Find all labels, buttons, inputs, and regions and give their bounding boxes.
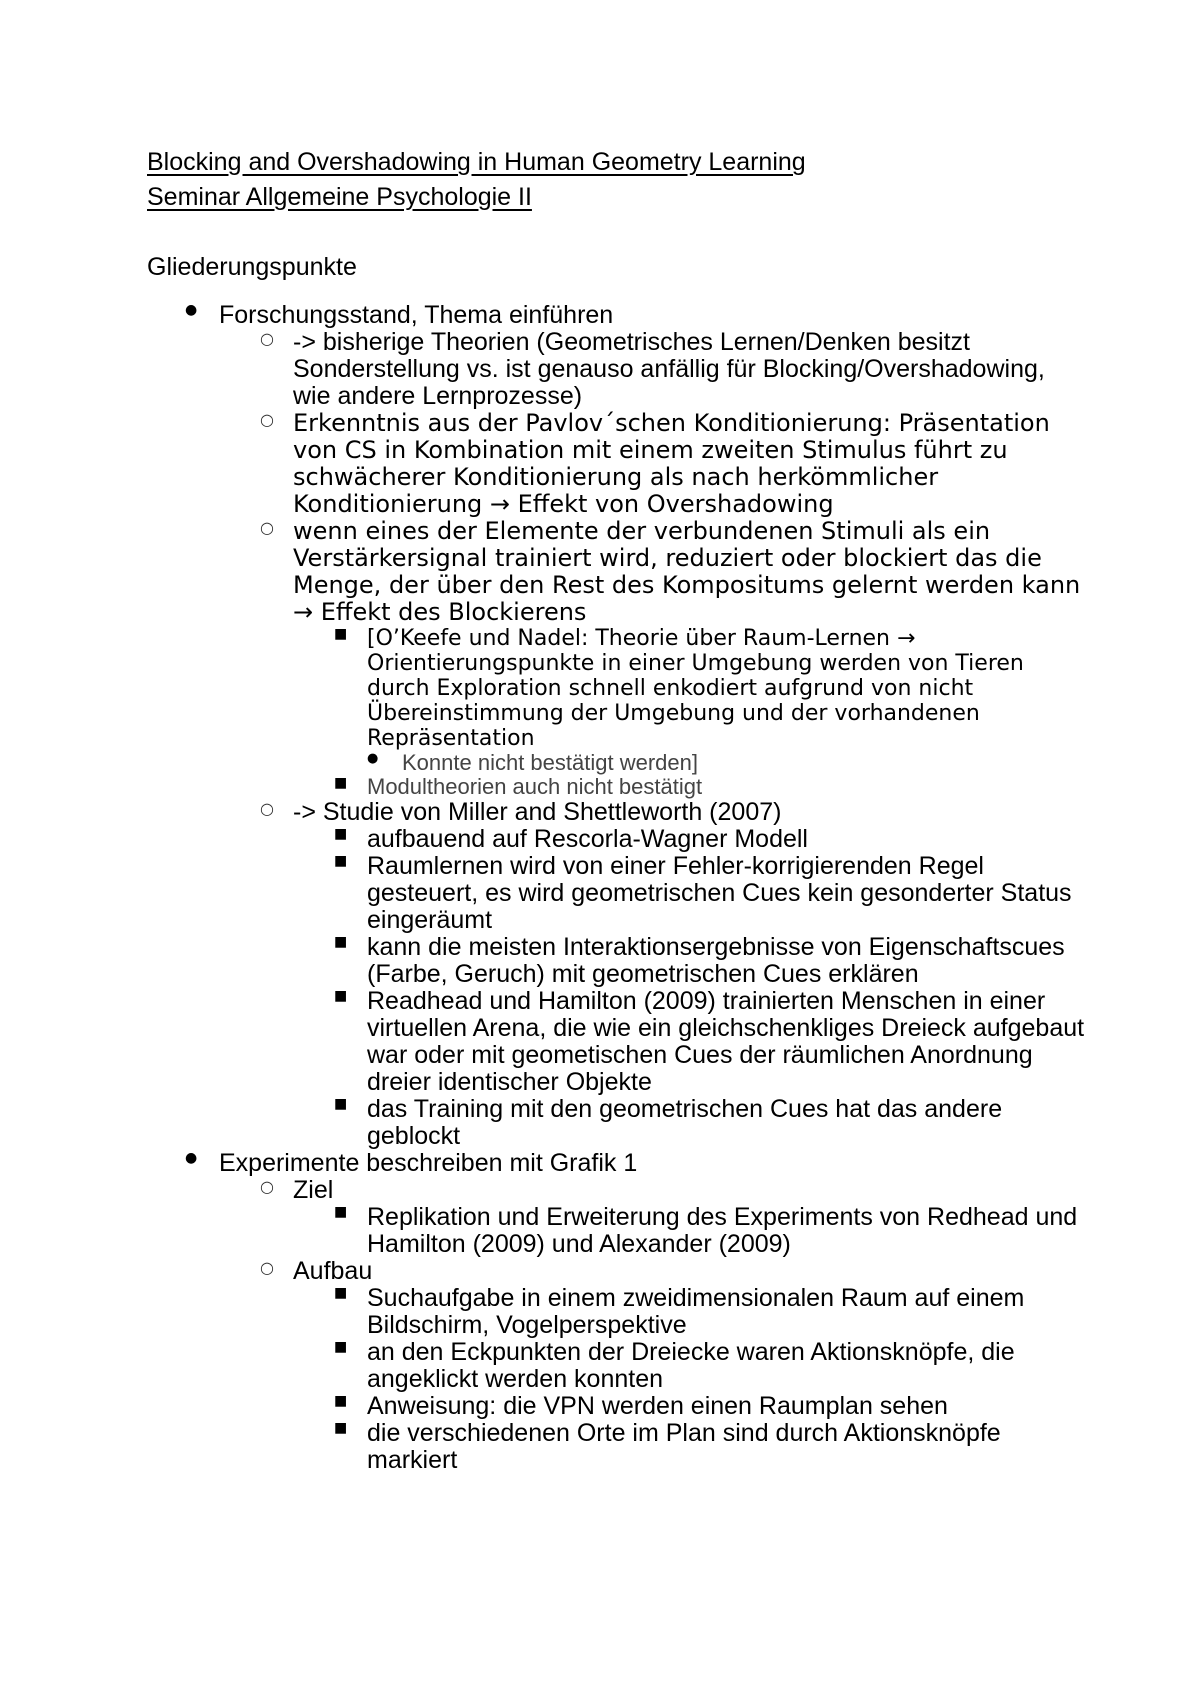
list-item bbox=[293, 826, 1087, 853]
bullet-square-icon: ■ bbox=[334, 1285, 348, 1301]
list-item bbox=[367, 751, 1087, 775]
bullet-circle-icon: ○ bbox=[260, 1177, 274, 1196]
list-item-text: Raumlernen wird von einer Fehler-korrigierenden Regel gesteuert, es wird geometrischen Cues kein gesonderter Status eingeräumt bbox=[367, 852, 1072, 934]
list-item bbox=[293, 626, 1087, 775]
document-subtitle: Seminar Allgemeine Psychologie II bbox=[147, 183, 532, 211]
list-item bbox=[293, 1096, 1087, 1150]
list-item bbox=[293, 853, 1087, 934]
list-item-text: Readhead und Hamilton (2009) trainierten Menschen in einer virtuellen Arena, die wie ein gleichschenkliges Dreieck aufgebaut war oder mit geometischen Cues der räumlichen Anordnung dreier identischer Objekte bbox=[367, 987, 1085, 1096]
bullet-square-icon: ■ bbox=[334, 826, 348, 842]
bullet-square-icon: ■ bbox=[334, 1420, 348, 1436]
bullet-square-icon: ■ bbox=[334, 853, 348, 869]
list-item-text: Suchaufgabe in einem zweidimensionalen Raum auf einem Bildschirm, Vogelperspektive bbox=[367, 1284, 1025, 1339]
bullet-square-icon: ■ bbox=[334, 1204, 348, 1220]
list-item-text: Aufbau bbox=[293, 1257, 373, 1285]
bullet-circle-icon: ○ bbox=[260, 799, 274, 818]
list-item bbox=[219, 518, 1087, 799]
list-item-text: Erkenntnis aus der Pavlov´schen Konditionierung: Präsentation von CS in Kombination mit einem zweiten Stimulus führt zu schwächerer Konditionierung als nach herkömmlicher Konditionierung → Effekt von Overshadowing bbox=[293, 409, 1050, 518]
list-item bbox=[293, 775, 1087, 799]
list-item-text: das Training mit den geometrischen Cues hat das andere geblockt bbox=[367, 1095, 1003, 1150]
list-item-text: wenn eines der Elemente der verbundenen Stimuli als ein Verstärkersignal trainiert wird, reduziert oder blockiert das die Menge, der über den Rest des Kompositums gelernt werden kann → Effekt des Blockierens bbox=[293, 517, 1081, 626]
bullet-square-icon: ■ bbox=[334, 934, 348, 950]
list-item bbox=[293, 1393, 1087, 1420]
bullet-circle-icon: ○ bbox=[260, 1258, 274, 1277]
list-item bbox=[293, 934, 1087, 988]
sublist bbox=[293, 751, 1087, 775]
sublist bbox=[219, 626, 1087, 799]
list-item-text: -> bisherige Theorien (Geometrisches Lernen/Denken besitzt Sonderstellung vs. ist genauso anfällig für Blocking/Overshadowing, wie andere Lernprozesse) bbox=[293, 328, 1045, 410]
list-item-text: Modultheorien auch nicht bestätigt bbox=[367, 774, 703, 799]
bullet-disc-icon: ● bbox=[185, 1150, 198, 1166]
bullet-circle-icon: ○ bbox=[260, 410, 274, 429]
list-item bbox=[293, 1339, 1087, 1393]
list-item-text: aufbauend auf Rescorla-Wagner Modell bbox=[367, 825, 808, 853]
list-item-text: [O’Keefe und Nadel: Theorie über Raum-Lernen → Orientierungspunkte in einer Umgebung werden von Tieren durch Exploration schnell enkodiert aufgrund von nicht Übereinstimmung der Umgebung und der vorhandenen Repräsentation bbox=[367, 626, 1024, 751]
list-item bbox=[219, 410, 1087, 518]
bullet-square-icon: ■ bbox=[334, 775, 348, 791]
sublist bbox=[147, 329, 1087, 1150]
list-item-text: Replikation und Erweiterung des Experiments von Redhead und Hamilton (2009) und Alexander (2009) bbox=[367, 1203, 1078, 1258]
list-item bbox=[219, 1258, 1087, 1474]
bullet-square-icon: ■ bbox=[334, 1339, 348, 1355]
bullet-square-icon: ■ bbox=[334, 988, 348, 1004]
document-title: Blocking and Overshadowing in Human Geometry Learning bbox=[147, 148, 806, 176]
section-heading: Gliederungspunkte bbox=[147, 253, 357, 281]
list-item bbox=[147, 1150, 1087, 1474]
bullet-disc-icon: ● bbox=[185, 302, 198, 318]
sublist bbox=[219, 1204, 1087, 1258]
list-item-text: -> Studie von Miller and Shettleworth (2007) bbox=[293, 798, 782, 826]
list-item bbox=[147, 302, 1087, 1150]
sublist bbox=[219, 826, 1087, 1150]
list-item-text: Experimente beschreiben mit Grafik 1 bbox=[219, 1149, 638, 1177]
bullet-square-icon: ■ bbox=[334, 626, 348, 642]
list-item bbox=[293, 1285, 1087, 1339]
bullet-square-icon: ■ bbox=[334, 1393, 348, 1409]
list-item-text: Forschungsstand, Thema einführen bbox=[219, 301, 614, 329]
bullet-square-icon: ■ bbox=[334, 1096, 348, 1112]
list-item bbox=[293, 1204, 1087, 1258]
list-item bbox=[293, 988, 1087, 1096]
outline-list bbox=[147, 302, 1087, 1474]
list-item bbox=[219, 1177, 1087, 1258]
bullet-disc-icon: ● bbox=[367, 751, 379, 766]
list-item bbox=[219, 799, 1087, 1150]
list-item-text: Ziel bbox=[293, 1176, 334, 1204]
document-page bbox=[147, 145, 1087, 1474]
list-item-text: die verschiedenen Orte im Plan sind durch Aktionsknöpfe markiert bbox=[367, 1419, 1001, 1474]
list-item bbox=[293, 1420, 1087, 1474]
bullet-circle-icon: ○ bbox=[260, 329, 274, 348]
sublist bbox=[219, 1285, 1087, 1474]
list-item-text: Konnte nicht bestätigt werden] bbox=[402, 750, 698, 775]
list-item-text: an den Eckpunkten der Dreiecke waren Aktionsknöpfe, die angeklickt werden konnten bbox=[367, 1338, 1015, 1393]
bullet-circle-icon: ○ bbox=[260, 518, 274, 537]
sublist bbox=[147, 1177, 1087, 1474]
list-item bbox=[219, 329, 1087, 410]
list-item-text: Anweisung: die VPN werden einen Raumplan sehen bbox=[367, 1392, 948, 1420]
list-item-text: kann die meisten Interaktionsergebnisse von Eigenschaftscues (Farbe, Geruch) mit geometrischen Cues erklären bbox=[367, 933, 1065, 988]
